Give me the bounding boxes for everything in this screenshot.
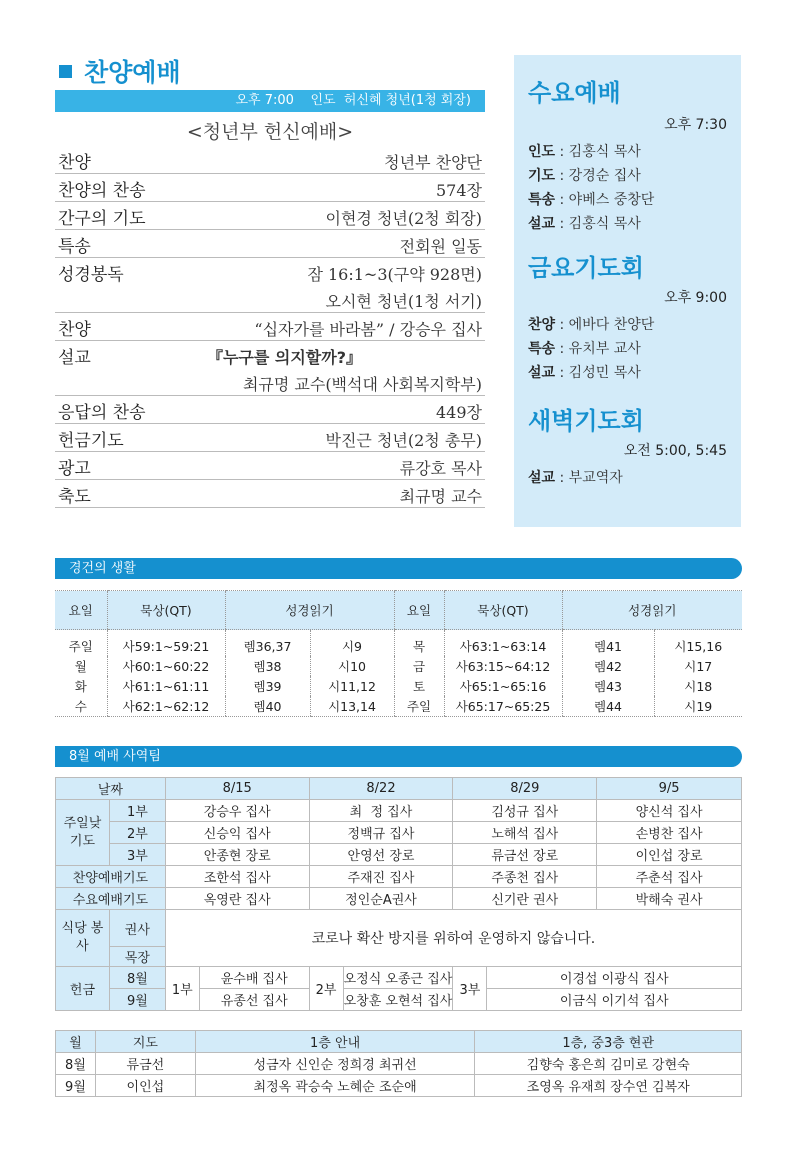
team-name: 최 정 집사 <box>309 800 453 822</box>
guide-table <box>55 1030 742 1097</box>
order-label: 간구의 기도 <box>58 209 146 229</box>
devotion-cell: 사65:1~65:16 <box>444 676 562 696</box>
offering-part: 3부 <box>453 967 487 1011</box>
sunday-prayer-label: 주일낮 기도 <box>56 800 110 866</box>
guide-header: 지도 <box>95 1031 195 1053</box>
service-person: : 김성민 목사 <box>555 365 641 381</box>
team-name: 류금선 장로 <box>453 844 597 866</box>
month-label: 9월 <box>109 989 165 1011</box>
devotion-cell: 금 <box>394 656 444 676</box>
devotion-cell: 시18 <box>654 676 742 696</box>
team-name: 손병찬 집사 <box>597 822 742 844</box>
devotion-cell: 사59:1~59:21 <box>107 630 225 657</box>
team-name: 옥영란 집사 <box>165 888 309 910</box>
worship-title: 찬양예배 <box>84 58 181 87</box>
order-label: 특송 <box>58 237 91 257</box>
wednesday-time: 오후 7:30 <box>664 117 727 133</box>
devotion-cell: 시17 <box>654 656 742 676</box>
team-name: 정백규 집사 <box>309 822 453 844</box>
team-name: 안영선 장로 <box>309 844 453 866</box>
weekday-services-box <box>514 55 741 527</box>
devotion-cell: 사61:1~61:11 <box>107 676 225 696</box>
devotion-cell: 사63:1~63:14 <box>444 630 562 657</box>
worship-team-table <box>55 777 742 1011</box>
worship-order-row <box>55 341 485 368</box>
service-item <box>528 313 741 337</box>
devotion-cell: 렘41 <box>562 630 654 657</box>
order-value: 최규명 교수(백석대 사회복지학부) <box>242 375 482 394</box>
service-role: 기도 <box>528 168 556 184</box>
team-date: 9/5 <box>597 778 742 800</box>
service-person: : 강경순 집사 <box>555 168 641 184</box>
devotion-row <box>55 656 742 676</box>
team-date: 8/15 <box>165 778 309 800</box>
service-role: 특송 <box>528 192 556 208</box>
worship-order-row <box>55 480 485 508</box>
order-label: 찬양의 찬송 <box>58 181 146 201</box>
service-person: : 김홍식 목사 <box>555 216 641 232</box>
guide-cell: 성금자 신인순 정희경 최귀선 <box>195 1053 475 1075</box>
guide-header: 월 <box>56 1031 96 1053</box>
friday-time: 오후 9:00 <box>664 290 727 306</box>
order-value: 잠 16:1~3(구약 928면) <box>307 265 482 284</box>
wednesday-items <box>514 140 741 236</box>
cafeteria-note: 코로나 확산 방지를 위하여 운영하지 않습니다. <box>165 910 741 967</box>
order-label: 찬양 <box>58 153 91 173</box>
service-role: 설교 <box>528 365 556 381</box>
order-value: 류강호 목사 <box>399 459 482 478</box>
square-bullet-icon <box>59 65 72 78</box>
devotion-cell: 사62:1~62:12 <box>107 696 225 717</box>
devotion-row <box>55 676 742 696</box>
service-role: 특송 <box>528 341 556 357</box>
team-name: 조한석 집사 <box>165 866 309 888</box>
month-label: 8월 <box>109 967 165 989</box>
devotion-header-day: 요일 <box>394 591 444 630</box>
service-person: : 야베스 중창단 <box>555 192 655 208</box>
guide-cell: 최정옥 곽승숙 노혜순 조순애 <box>195 1075 475 1097</box>
service-role: 찬양 <box>528 317 556 333</box>
order-value: “십자가를 바라봄” / 강승우 집사 <box>254 320 482 339</box>
devotion-cell: 렘40 <box>225 696 310 717</box>
order-value: 이현경 청년(2청 회장) <box>325 209 482 228</box>
worship-order-row <box>55 174 485 202</box>
devotion-section-bar: 경건의 생활 <box>55 558 742 579</box>
worship-info-bar: 오후 7:00 인도 허신혜 청년(1청 회장) <box>55 90 485 112</box>
worship-order-row <box>55 202 485 230</box>
service-role: 인도 <box>528 144 556 160</box>
devotion-cell: 수 <box>55 696 107 717</box>
part-label: 1부 <box>109 800 165 822</box>
team-name: 정인순A권사 <box>309 888 453 910</box>
guide-cell: 조영옥 유재희 장수연 김복자 <box>475 1075 742 1097</box>
worship-title-row <box>55 55 485 87</box>
devotion-cell: 화 <box>74 679 87 694</box>
devotion-cell: 시10 <box>310 656 394 676</box>
worship-subtitle: <청년부 헌신예배> <box>186 121 354 143</box>
devotion-cell: 렘43 <box>562 676 654 696</box>
devotion-row <box>55 630 742 657</box>
order-label: 찬양 <box>58 320 91 340</box>
service-person: : 유치부 교사 <box>555 341 641 357</box>
order-label: 설교 <box>58 348 91 368</box>
team-name: 주춘석 집사 <box>597 866 742 888</box>
devotion-cell: 시19 <box>654 696 742 717</box>
devotion-header-qt: 묵상(QT) <box>107 591 225 630</box>
team-name: 김성규 집사 <box>453 800 597 822</box>
worship-order-list <box>55 146 485 508</box>
service-role: 설교 <box>528 216 556 232</box>
praise-prayer-label: 찬양예배기도 <box>56 866 166 888</box>
team-name: 이경섭 이광식 집사 <box>487 967 742 989</box>
worship-order-row <box>55 146 485 174</box>
guide-cell: 류금선 <box>95 1053 195 1075</box>
devotion-cell: 시13,14 <box>310 696 394 717</box>
devotion-cell: 사65:17~65:25 <box>444 696 562 717</box>
guide-cell: 9월 <box>56 1075 96 1097</box>
service-role: 설교 <box>528 470 556 486</box>
team-name: 윤수배 집사 <box>199 967 309 989</box>
order-value: 574장 <box>436 181 482 200</box>
order-value: 오시현 청년(1청 서기) <box>325 292 482 311</box>
order-value: 전회원 일동 <box>399 237 482 256</box>
devotion-cell: 사63:15~64:12 <box>444 656 562 676</box>
cafe-role: 권사 <box>109 910 165 947</box>
devotion-cell: 토 <box>394 676 444 696</box>
devotion-cell: 사60:1~60:22 <box>107 656 225 676</box>
worship-section <box>55 55 485 508</box>
devotion-cell: 시9 <box>310 630 394 657</box>
guide-cell: 김향숙 홍은희 김미로 강현숙 <box>475 1053 742 1075</box>
worship-order-row <box>55 258 485 285</box>
friday-title: 금요기도회 <box>528 254 644 282</box>
team-name: 이금식 이기석 집사 <box>487 989 742 1011</box>
devotion-header-day: 요일 <box>55 591 107 630</box>
service-item <box>528 361 741 385</box>
order-label: 축도 <box>58 487 91 507</box>
service-item <box>528 466 741 490</box>
service-item <box>528 337 741 361</box>
service-person: : 에바다 찬양단 <box>555 317 655 333</box>
devotion-cell: 시15,16 <box>654 630 742 657</box>
devotion-header-reading: 성경읽기 <box>562 591 742 630</box>
team-section-bar: 8월 예배 사역팀 <box>55 746 742 767</box>
devotion-cell: 렘44 <box>562 696 654 717</box>
devotion-cell: 목 <box>394 630 444 657</box>
worship-order-row <box>55 285 485 313</box>
team-name: 양신석 집사 <box>597 800 742 822</box>
worship-order-row <box>55 368 485 396</box>
devotion-header-qt: 묵상(QT) <box>444 591 562 630</box>
order-label: 성경봉독 <box>58 265 124 285</box>
team-date: 8/22 <box>309 778 453 800</box>
part-label: 3부 <box>109 844 165 866</box>
order-value: 최규명 교수 <box>399 487 482 506</box>
guide-header: 1층 안내 <box>195 1031 475 1053</box>
offering-label: 헌금 <box>56 967 110 1011</box>
devotion-cell: 렘38 <box>225 656 310 676</box>
worship-order-row <box>55 396 485 424</box>
devotion-cell: 렘39 <box>225 676 310 696</box>
wednesday-prayer-label: 수요예배기도 <box>56 888 166 910</box>
dawn-items <box>514 466 741 490</box>
service-item <box>528 212 741 236</box>
worship-order-row <box>55 424 485 452</box>
order-value: 『누구를 의지할까?』 <box>206 348 362 367</box>
team-name: 주종천 집사 <box>453 866 597 888</box>
team-name: 오정식 오종근 집사 <box>343 967 453 989</box>
guide-header: 1층, 중3층 현관 <box>475 1031 742 1053</box>
team-name: 주재진 집사 <box>309 866 453 888</box>
part-label: 2부 <box>109 822 165 844</box>
guide-cell: 8월 <box>56 1053 96 1075</box>
worship-order-row <box>55 452 485 480</box>
offering-part: 1부 <box>165 967 199 1011</box>
friday-items <box>514 313 741 385</box>
team-name: 이인섭 장로 <box>597 844 742 866</box>
team-name: 강승우 집사 <box>165 800 309 822</box>
cafeteria-label: 식당 봉사 <box>56 910 110 967</box>
team-header-date: 날짜 <box>56 778 166 800</box>
devotion-cell: 주일 <box>68 639 93 654</box>
worship-order-row <box>55 230 485 258</box>
wednesday-title: 수요예배 <box>528 79 621 107</box>
devotion-table <box>55 590 742 717</box>
devotion-cell: 렘36,37 <box>225 630 310 657</box>
team-name: 오창훈 오현석 집사 <box>343 989 453 1011</box>
devotion-cell: 시11,12 <box>310 676 394 696</box>
service-item <box>528 140 741 164</box>
service-item <box>528 164 741 188</box>
devotion-cell: 렘42 <box>562 656 654 676</box>
devotion-cell: 주일 <box>394 696 444 717</box>
service-person: : 부교역자 <box>555 470 623 486</box>
team-name: 신승익 집사 <box>165 822 309 844</box>
cafe-role: 목장 <box>109 947 165 967</box>
dawn-time: 오전 5:00, 5:45 <box>623 443 727 459</box>
devotion-row <box>55 696 742 717</box>
team-date: 8/29 <box>453 778 597 800</box>
service-person: : 김홍식 목사 <box>555 144 641 160</box>
team-name: 유종선 집사 <box>199 989 309 1011</box>
team-name: 박해숙 권사 <box>597 888 742 910</box>
order-label: 헌금기도 <box>58 431 124 451</box>
team-name: 신기란 권사 <box>453 888 597 910</box>
team-name: 노해석 집사 <box>453 822 597 844</box>
service-item <box>528 188 741 212</box>
devotion-header-reading: 성경읽기 <box>225 591 394 630</box>
dawn-title: 새벽기도회 <box>528 407 644 435</box>
order-value: 박진근 청년(2청 총무) <box>325 431 482 450</box>
team-name: 안종현 장로 <box>165 844 309 866</box>
order-value: 청년부 찬양단 <box>384 153 482 172</box>
order-label: 응답의 찬송 <box>58 403 146 423</box>
order-value: 449장 <box>436 403 482 422</box>
order-label: 광고 <box>58 459 91 479</box>
offering-part: 2부 <box>309 967 343 1011</box>
worship-order-row <box>55 313 485 341</box>
devotion-cell: 월 <box>74 659 87 674</box>
guide-cell: 이인섭 <box>95 1075 195 1097</box>
